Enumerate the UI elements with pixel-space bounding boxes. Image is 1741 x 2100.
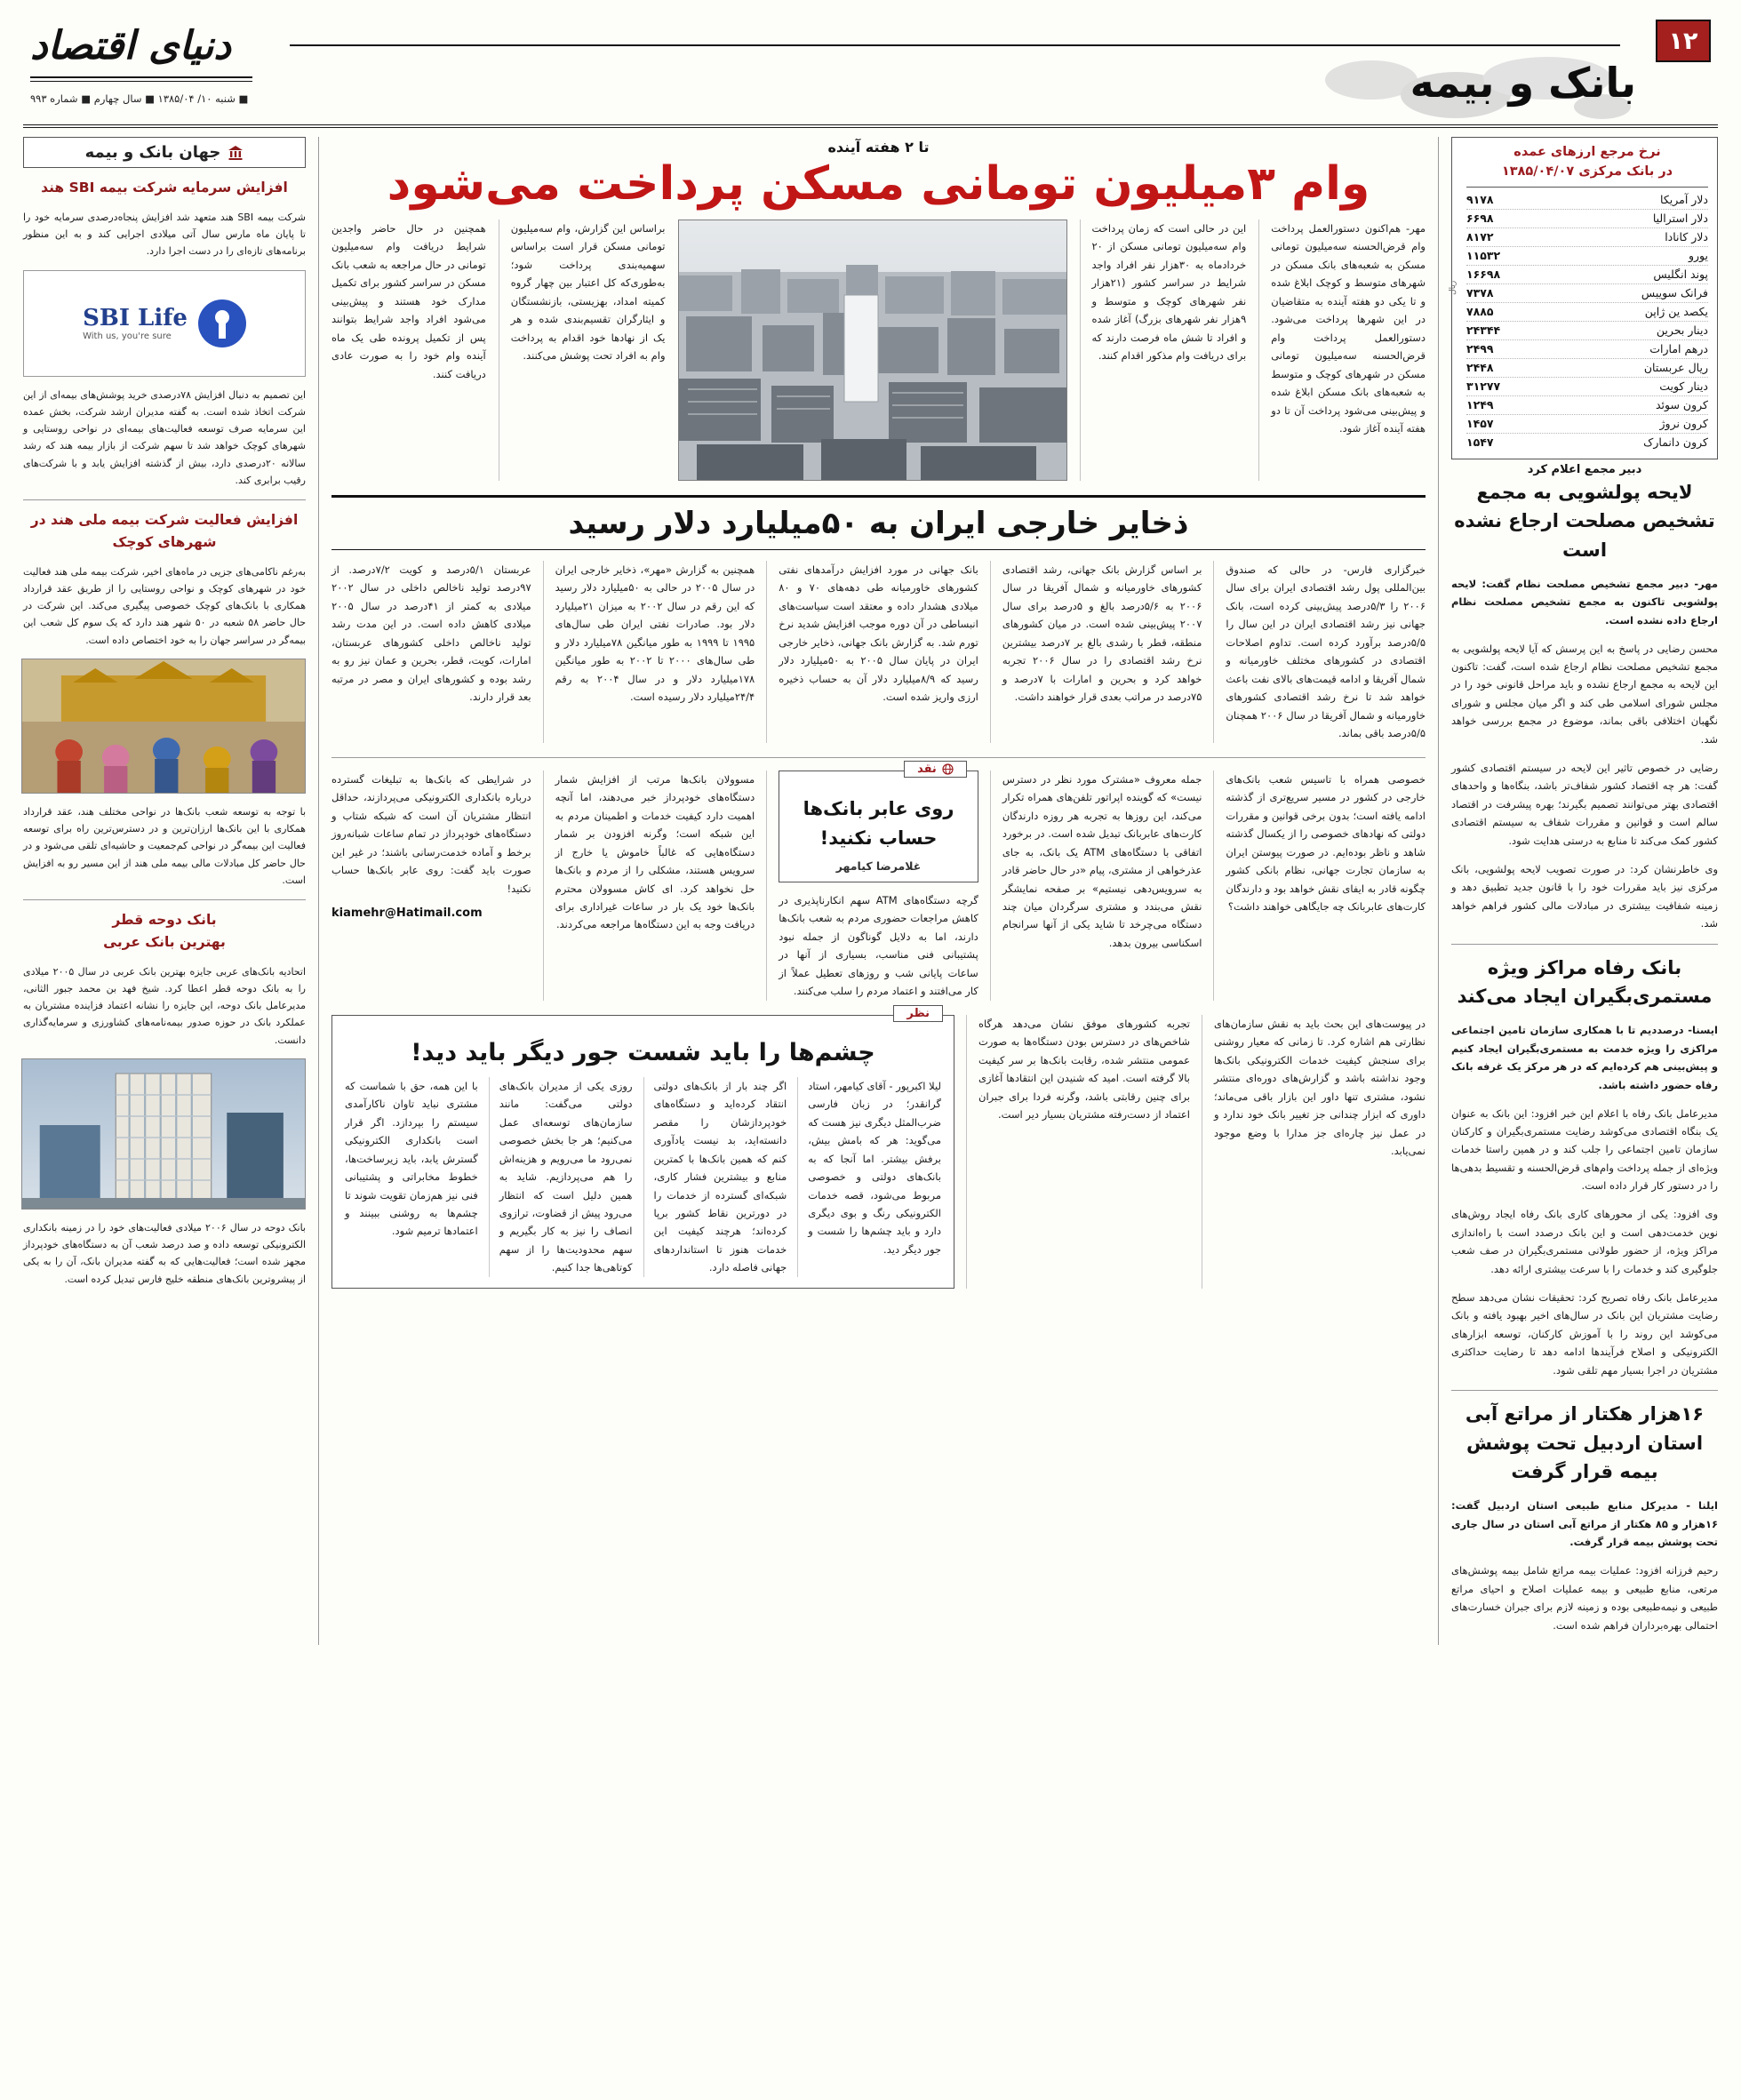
sbi-logo-text — [83, 305, 188, 341]
rate-row — [1466, 359, 1708, 378]
section-title: بانک و بیمه — [1410, 59, 1636, 107]
story-title-line2: بهترین بانک عربی — [103, 933, 226, 950]
rates-unit-label: ریال — [1449, 281, 1457, 296]
article-paragraph: رضایی در خصوص تاثیر این لایحه در سیستم اقتصادی کشور گفت: هر چه اقتصاد کشور شفاف‌تر باشد، بنگاه‌ها و واحدهای اقتصادی بهتر می‌توانند تصمیم بگیرند؛ بهره پیشرفت در اقتصاد سالم است و قوانین و مقررات شفاف به سیستم اقتصادی کشور کمک می‌کند تا منابع به درستی هدایت شود. — [1451, 761, 1718, 847]
rate-name: کرون دانمارک — [1643, 435, 1708, 449]
page-header — [23, 0, 1718, 128]
date-line: ■ شنبه ۱۰/ ۱۳۸۵/۰۴ ■ سال چهارم ■ شماره ۹۹۳ — [30, 92, 249, 105]
rate-value: ۱۶۶۹۸ — [1466, 267, 1501, 281]
rate-value: ۲۴۴۸ — [1466, 361, 1494, 374]
reserves-headline: ذخایر خارجی ایران به ۵۰میلیارد دلار رسید — [331, 495, 1426, 550]
rate-value: ۱۵۴۷ — [1466, 435, 1494, 449]
bottom-row — [331, 1006, 1426, 1289]
rate-name: کرون نروژ — [1659, 417, 1708, 430]
article-paragraph: وی افزود: یکی از محورهای کاری بانک رفاه ایجاد روش‌های نوین خدمت‌دهی است و این بانک درصدد است با راه‌اندازی مراکز ویژه، از حضور طولانی مستمری‌بگیران در صف شعب جلوگیری کند و خدمات را با سرعت بیشتری ارائه دهد. — [1451, 1208, 1718, 1275]
article-headline: بانک رفاه مراکز ویژه مستمری‌بگیران ایجاد می‌کند — [1457, 956, 1713, 1008]
rate-row — [1466, 228, 1708, 247]
rate-name: درهم امارات — [1649, 342, 1708, 355]
city-photo — [678, 220, 1067, 481]
right-rail — [1438, 137, 1718, 1645]
rate-row — [1466, 340, 1708, 359]
main-story-columns — [331, 220, 1426, 481]
rate-value: ۶۶۹۸ — [1466, 212, 1494, 225]
rate-row — [1466, 303, 1708, 322]
rate-row — [1466, 378, 1708, 396]
rates-title-line2: در بانک مرکزی ۱۳۸۵/۰۴/۰۷ — [1501, 164, 1673, 179]
article-headline: ۱۶هزار هکتار از مراتع آبی استان اردبیل تحت پوشش بیمه قرار گرفت — [1465, 1403, 1705, 1483]
main-area — [319, 137, 1438, 1645]
nazar-headline: چشم‌ها را باید شست جور دیگر باید دید! — [411, 1038, 875, 1066]
rate-name: ریال عربستان — [1643, 361, 1708, 374]
opinion-columns — [331, 762, 1426, 1001]
article-lead: مهر- دبیر مجمع تشخیص مصلحت نظام گفت: لایحه پولشویی تاکنون به مجمع تشخیص مصلحت نظام ارجاع داده نشده است. — [1451, 577, 1718, 627]
story-title-line1: بانک دوحه قطر — [112, 912, 217, 929]
article-column: اگر چند بار از بانک‌های دولتی انتقاد کرده‌اید و دستگاه‌های خودپردازشان را مقصر دانسته‌اید، بد نیست یادآوری کنم که همین بانک‌ها با کمترین منابع و بیشترین فشار کاری، شبکه‌ای گسترده از خدمات را در دورترین نقاط کشور برپا کرده‌اند؛ هرچند کیفیت این خدمات هنوز تا استانداردهای جهانی فاصله دارد. — [643, 1077, 787, 1277]
article-column: براساس این گزارش، وام سه‌میلیون تومانی مسکن قرار است براساس سهمیه‌بندی پرداخت شود؛ به‌طوری‌که کل اعتبار بین چهار گروه کمیته امداد، بهزیستی، بازنشستگان و ایثارگران تقسیم‌بندی شده و هر یک از نهادها خود اقدام به پرداخت وام به افراد تحت پوشش می‌کنند. — [499, 220, 666, 481]
article-column: در پیوست‌های این بحث باید به نقش سازمان‌های نظارتی هم اشاره کرد. تا زمانی که معیار روشنی برای سنجش کیفیت خدمات الکترونیکی بانک‌ها وجود نداشته باشد و گزارش‌های دوره‌ای منتشر نشود، مشتری تنها داور این بازار باقی می‌ماند؛ داوری که ابزار چندانی جز تغییر بانک خود ندارد و در عمل نیز چاره‌ای جز مدارا با وضع موجود نمی‌یابد. — [1202, 1015, 1426, 1289]
world-section-header — [23, 137, 306, 168]
rate-row — [1466, 322, 1708, 340]
naqd-box — [779, 762, 978, 882]
article-column: مسوولان بانک‌ها مرتب از افزایش شمار دستگاه‌های خودپرداز خبر می‌دهند، اما آنچه اهمیت دارد کیفیت خدمات و اطمینان مردم به این شبکه است؛ وگرنه افزودن بر شمار دستگاه‌هایی که غالباً خاموش یا خارج از سرویس هستند، مشکلی را از مردم و بانک‌ها حل نخواهد کرد. ای کاش مسوولان محترم بانک‌ها خود یک بار در ساعات غیراداری برای دریافت وجه به این دستگاه‌ها مراجعه می‌کردند. — [543, 771, 755, 1001]
rate-value: ۱۲۴۹ — [1466, 398, 1494, 411]
main-headline: وام ۳میلیون تومانی مسکن پرداخت می‌شود — [387, 157, 1370, 211]
sbi-keyhole-icon — [198, 299, 246, 347]
article-paragraph: مدیرعامل بانک رفاه تصریح کرد: تحقیقات نشان می‌دهد سطح رضایت مشتریان این بانک در سال‌های اخیر بهبود یافته و بانک می‌کوشد این روند را با آموزش کارکنان، توسعه ابزارهای الکترونیکی و اصلاح فرآیندها ادامه دهد تا رضایت حداکثری مشتریان در اجرا بسیار مهم تلقی شود. — [1451, 1290, 1718, 1377]
reserves-story — [331, 495, 1426, 743]
article-column — [331, 771, 531, 1001]
world-story-india — [23, 509, 306, 889]
rate-name: دینار بحرین — [1656, 323, 1708, 337]
story-title: افزایش سرمایه شرکت بیمه SBI هند — [41, 180, 288, 196]
rates-title-line1: نرخ مرجع ارزهای عمده — [1513, 145, 1661, 159]
rate-value: ۱۴۵۷ — [1466, 417, 1494, 430]
story-body: بانک دوحه در سال ۲۰۰۶ میلادی فعالیت‌های خود را در زمینه بانکداری الکترونیکی توسعه داده و صد درصد شعب آن به دستگاه‌های خودپرداز مجهز شده است؛ فعالیت‌هایی که به گفته مدیران بانک، آن را به یکی از پیشروترین بانک‌های منطقه خلیج فارس تبدیل کرده است. — [23, 1221, 306, 1285]
bank-icon — [228, 145, 244, 161]
article-column: خصوصی همراه با تاسیس شعب بانک‌های خارجی در کشور در مسیر سریع‌تری از گذشته ادامه یافته است؛ بدون برخی قوانین و مقررات دولتی که نهادهای خصوصی را از یکسال گذشته شاهد و ناظر بوده‌ایم. در صورت پیوستن ایران به سازمان تجارت جهانی، نظام بانکی کشور چگونه قادر به ایفای نقش خواهد بود و دارندگان کارت‌های عابربانک چه جایگاهی خواهند داشت؟ — [1213, 771, 1426, 1001]
doha-bank-photo — [21, 1058, 306, 1210]
naqd-tab — [904, 761, 967, 778]
left-rail — [23, 137, 319, 1645]
globe-icon — [942, 763, 954, 775]
world-section-title: جهان بانک و بیمه — [84, 143, 221, 162]
rate-row — [1466, 191, 1708, 210]
article-column: بر اساس گزارش بانک جهانی، رشد اقتصادی کشورهای خاورمیانه و شمال آفریقا در سال ۲۰۰۶ به ۵/۶درصد بالغ و ۵درصد برای سال ۲۰۰۷ پیش‌بینی شده است. در میان کشورهای منطقه، قطر با رشدی بالغ بر ۷درصد بیشترین نرخ رشد اقتصادی را در سال ۲۰۰۶ تجربه خواهد کرد و بحرین و امارات با ۷درصد و ۷۵درصد در مراتب بعدی قرار خواهند داشت. — [990, 561, 1202, 743]
world-story-doha — [23, 909, 306, 1288]
story-body: شرکت بیمه SBI هند متعهد شد افزایش پنجاه‌درصدی سرمایه خود را تا پایان ماه مارس سال آتی میلادی اجرایی کند و به این منظور برنامه‌های تازه‌ای را در دست اجرا دارد. — [23, 211, 306, 258]
article-lead: ایسنا- درصددیم تا با همکاری سازمان تامین اجتماعی مراکزی را ویژه خدمت به مستمری‌بگیران ایجاد کنیم و پیش‌بینی هم کرده‌ایم که در هر مرکز یک غرفه بانک رفاه حضور داشته باشد. — [1451, 1024, 1718, 1091]
article-kicker: دبیر مجمع اعلام کرد — [1527, 462, 1642, 476]
main-story — [331, 139, 1426, 481]
nazar-box — [331, 1006, 954, 1289]
author-email: kiamehr@Hatimail.com — [331, 906, 483, 920]
article-ardabil — [1451, 1400, 1718, 1634]
article-column: این در حالی است که زمان پرداخت وام سه‌میلیون تومانی مسکن از ۲۰ خردادماه به ۳۰هزار نفر افراد واجد شرایط در سراسر کشور (۲۱هزار نفر شهرهای کوچک و متوسط و ۹هزار نفر شهرهای بزرگ) آغاز شده و افراد تا شش ماه فرصت دارند که برای دریافت وام مذکور اقدام کنند. — [1080, 220, 1247, 481]
rate-name: دلار استرالیا — [1652, 212, 1708, 225]
rate-value: ۸۱۷۲ — [1466, 230, 1494, 244]
rate-row — [1466, 396, 1708, 415]
story-body: این تصمیم به دنبال افزایش ۷۸درصدی خرید پوشش‌های بیمه‌ای از این شرکت اتخاذ شده است. به گفته مدیران ارشد شرکت، بخش عمده این سرمایه صرف توسعه فعالیت‌های بیمه‌ای در نواحی روستایی و شهرهای کوچک خواهد شد تا سهم شرکت از بازار بیمه هند که رشد سالانه ۲۰درصدی دارد، بیش از گذشته افزایش یابد و با شرکت‌های رقیب برابری کند. — [23, 388, 306, 486]
article-column — [766, 762, 978, 1001]
opinion-byline: غلامرضا کیامهر — [835, 858, 922, 873]
naqd-tab-label: نقد — [917, 762, 937, 776]
rate-name: دلار آمریکا — [1660, 193, 1708, 206]
main-kicker: تا ۲ هفته آینده — [827, 139, 930, 156]
article-column: عربستان ۵/۱درصد و کویت ۷/۲درصد. از ۹۷درصد تولید ناخالص داخلی در سال ۲۰۰۲ میلادی به کمتر از ۴۱درصد در سال ۲۰۰۵ میلادی کاهش داده است. در این مدت رشد تولید ناخالص داخلی کشورهای عربستان، امارات، کویت، قطر، بحرین و عمان نیز رو به رشد بوده و کشورهای ایران و مصر در مرتبه بعد قرار دارند. — [331, 563, 531, 704]
rate-row — [1466, 434, 1708, 451]
article-column: لیلا اکبرپور - آقای کیامهر، استاد گرانقدر؛ در زبان فارسی ضرب‌المثل دیگری نیز هست که می‌گوید: هر که بامش بیش، برفش بیشتر. اما آنجا که به بانک‌های دولتی و خصوصی مربوط می‌شود، قصه خدمات الکترونیکی رنگ و بوی دیگری دارد و باید چشم‌ها را شست و جور دیگر دید. — [797, 1077, 941, 1277]
article-column: تجربه کشورهای موفق نشان می‌دهد هرگاه شاخص‌های در دسترس بودن دستگاه‌ها به صورت عمومی منتشر شده، رقابت بانک‌ها بر سر کیفیت بالا گرفته است. امید که شنیدن این انتقادها آغازی برای چنین رقابتی باشد، وگرنه فردا برای جبران اعتماد از دست‌رفته مشتریان بسیار دیر است. — [966, 1015, 1190, 1289]
rate-name: پوند انگلیس — [1653, 267, 1708, 281]
article-column: مهر- هم‌اکنون دستورالعمل پرداخت وام قرض‌الحسنه سه‌میلیون تومانی مسکن به شعبه‌های بانک مسکن در شهرهای متوسط و کوچک ابلاغ شده و تا یکی دو هفته آینده به متقاضیان در این شهرها پرداخت می‌شود. دستورالعمل پرداخت وام قرض‌الحسنه سه‌میلیون تومانی مسکن در شهرهای کوچک و متوسط به شعبه‌های بانک مسکن ابلاغ شده و پیش‌بینی می‌شود پرداخت آن تا دو هفته آینده آغاز شود. — [1258, 220, 1426, 481]
article-paragraph: محسن رضایی در پاسخ به این پرسش که آیا لایحه پولشویی به مجمع تشخیص مصلحت نظام ارجاع شده است، گفت: تاکنون این لایحه به مجمع ارجاع نشده و باید مراحل قانونی خود را در مجلس شورای اسلامی طی کند و اگر میان مجلس و شورای نگهبان اختلافی باقی بماند، موضوع در مجمع بررسی خواهد شد. — [1451, 642, 1718, 746]
story-body: اتحادیه بانک‌های عربی جایزه بهترین بانک عربی در سال ۲۰۰۵ میلادی را به بانک دوحه قطر اعطا کرد. شیخ فهد بن محمد جبور الثانی، مدیرعامل بانک دوحه، این جایزه را نشانه اعتماد فزاینده مشتریان به عملکرد بانک در حوزه صدور بیمه‌نامه‌های کشاورزی و سرمایه‌گذاری دانست. — [23, 965, 307, 1046]
rate-name: دینار کویت — [1659, 379, 1708, 393]
rate-row — [1466, 266, 1708, 284]
page-number: ۱۲ — [1656, 20, 1711, 62]
article-column: جمله معروف «مشترک مورد نظر در دسترس نیست» که گوینده اپراتور تلفن‌های همراه تکرار می‌کند، این روزها به تجربه هر روزه دارندگان کارت‌های عابربانک تبدیل شده است. در برخورد اتفاقی با دستگاه‌های ATM یک بانک، به جای عذرخواهی از مشتری، پیام «در حال حاضر قادر به سرویس‌دهی نیستیم» بر صفحه نمایشگر نقش می‌بندد و مشتری سرگردان میان چند دستگاه می‌چرخد تا شاید یکی از آنها سرانجام اسکناسی بیرون بدهد. — [990, 771, 1202, 1001]
article-paragraph: رحیم فرزانه افزود: عملیات بیمه مراتع شامل بیمه پوشش‌های مرتعی، منابع طبیعی و بیمه عملیات اصلاح و احیای مراتع طبیعی و نیمه‌طبیعی بوده و زمینه لازم برای جبران خسارت‌های احتمالی بهره‌برداران فراهم شده است. — [1451, 1564, 1718, 1632]
rate-name: کرون سوئد — [1655, 398, 1708, 411]
opinion-headline: روی عابر بانک‌ها حساب نکنید! — [803, 797, 954, 850]
rate-value: ۳۱۲۷۷ — [1466, 379, 1501, 393]
logo-rule-2 — [30, 81, 252, 82]
logo-rule — [30, 76, 252, 78]
rate-row — [1466, 210, 1708, 228]
article-headline: لایحه پولشویی به مجمع تشخیص مصلحت ارجاع نشده است — [1454, 481, 1715, 561]
story-body: با توجه به توسعه شعب بانک‌ها در نواحی مختلف هند، عقد قرارداد همکاری با این بانک‌ها ارزان‌ترین و در دسترس‌ترین راه برای توسعه فعالیت این بیمه‌گر در نواحی کم‌جمعیت و حاشیه‌ای تلقی می‌شود و در حال حاضر کل مبادلات مالی بیمه ملی هند از این مسیر رو به افزایش است. — [23, 805, 306, 886]
article-column: خبرگزاری فارس- در حالی که صندوق بین‌المللی پول رشد اقتصادی ایران برای سال ۲۰۰۶ را ۵/۳درصد پیش‌بینی کرده است، بانک جهانی نیز رشد اقتصادی ایران در این سال را ۵/۵درصد برآورد کرده است. تداوم اصلاحات اقتصادی در کشورهای مختلف خاورمیانه و شمال آفریقا و ادامه قیمت‌های بالای نفت باعث خواهد شد تا نرخ رشد اقتصادی کشورهای خاورمیانه و شمال آفریقا در سال ۲۰۰۶ همچنان ۵/۵درصد باقی بماند. — [1213, 561, 1426, 743]
city-photo-graphic — [679, 220, 1066, 480]
rate-row — [1466, 284, 1708, 303]
story-title — [23, 909, 306, 954]
rate-value: ۱۱۵۳۲ — [1466, 249, 1501, 262]
content-grid — [0, 128, 1741, 1645]
article-column: همچنین به گزارش «مهر»، ذخایر خارجی ایران در سال ۲۰۰۵ در حالی به ۵۰میلیارد دلار رسید که این رقم در سال ۲۰۰۲ به میزان ۲۱میلیارد دلار بود. صادرات نفتی ایران طی سال‌های ۱۹۹۵ تا ۱۹۹۹ به طور میانگین ۷۸میلیارد دلار و طی سال‌های ۲۰۰۰ تا ۲۰۰۲ به طور میانگین ۱۷۸میلیارد دلار و در سال ۲۰۰۴ به رقم ۲۴/۴میلیارد دلار رسیده است. — [543, 561, 755, 743]
article-paragraph: مدیرعامل بانک رفاه با اعلام این خبر افزود: این بانک به عنوان یک بنگاه اقتصادی می‌کوشد رضایت مستمری‌بگیران و کارکنان سازمان تامین اجتماعی را جلب کند و در همین راستا خدمات ویژه‌ای از جمله پرداخت وام‌های قرض‌الحسنه و تقسیط بدهی‌ها را در دستور کار قرار داده است. — [1451, 1106, 1718, 1193]
rate-value: ۷۸۸۵ — [1466, 305, 1494, 318]
temple-photo — [21, 659, 306, 794]
reserves-columns — [331, 561, 1426, 743]
rate-value: ۷۳۷۸ — [1466, 286, 1494, 299]
rate-value: ۹۱۷۸ — [1466, 193, 1494, 206]
article-column: بانک جهانی در مورد افزایش درآمدهای نفتی کشورهای خاورمیانه طی دهه‌های ۷۰ و ۸۰ میلادی هشدار داده و معتقد است سیاست‌های انبساطی در آن دوره موجب افزایش شدید نرخ تورم شد. به گزارش بانک جهانی، ذخایر خارجی ایران در پایان سال ۲۰۰۵ به ۵۰میلیارد دلار رسید که ۸/۹میلیارد دلار آن به حساب ذخیره ارزی واریز شده است. — [766, 561, 978, 743]
sbi-logo — [23, 270, 306, 377]
rate-name: یورو — [1688, 249, 1708, 262]
rail-divider — [23, 499, 306, 500]
rail-divider — [1451, 1390, 1718, 1391]
rail-divider — [23, 899, 306, 900]
opinion-story — [331, 757, 1426, 1001]
sbi-tagline: With us, you're sure — [83, 331, 172, 342]
rate-value: ۲۴۳۴۴ — [1466, 323, 1501, 337]
sbi-name: SBI Life — [83, 305, 188, 332]
article-lead: ایلنا - مدیرکل منابع طبیعی استان اردبیل گفت: ۱۶هزار و ۸۵ هکتار از مراتع آبی استان در سال جاری تحت پوشش بیمه قرار گرفت. — [1451, 1499, 1718, 1549]
article-column: روزی یکی از مدیران بانک‌های دولتی می‌گفت: مانند سازمان‌های توسعه‌ای عمل می‌کنیم؛ هر جا بخش خصوصی نمی‌رود ما می‌رویم و هزینه‌اش را هم می‌پردازیم. شاید به همین دلیل است که انتظار می‌رود پیش از قضاوت، ترازوی انصاف را نیز به کار بگیریم و سهم محدودیت‌ها را از سهم کوتاهی‌ها جدا کنیم. — [489, 1077, 633, 1277]
nazar-tab — [893, 1005, 943, 1022]
story-title: افزایش فعالیت شرکت بیمه ملی هند در شهرهای کوچک — [30, 512, 299, 550]
nazar-columns — [345, 1077, 941, 1277]
story-body: به‌رغم ناکامی‌های جزیی در ماه‌های اخیر، شرکت بیمه ملی هند فعالیت خود در شهرهای کوچک و نواحی روستایی را از طریق عقد قرارداد همکاری با بانک‌های کوچک خصوصی پیگیری می‌کند. این شرکت در حال حاضر ۵۸ شعبه در ۵۰ شهر هند دارد که یک سوم کل شعب این بیمه‌گر در سراسر جهان را به خود اختصاص داده است. — [23, 565, 306, 646]
article-column: با این همه، حق با شماست که مشتری نباید تاوان ناکارآمدی سیستم را بپردازد. اگر قرار است بانکداری الکترونیکی گسترش یابد، باید زیرساخت‌ها، خطوط مخابراتی و پشتیبانی فنی نیز هم‌زمان تقویت شوند تا چشم‌ها به روشنی ببینند و اعتمادها ترمیم شود. — [345, 1079, 478, 1238]
article-column: همچنین در حال حاضر واجدین شرایط دریافت وام سه‌میلیون تومانی در حال مراجعه به شعب بانک مسکن در سراسر کشور برای تکمیل مدارک خود هستند و پیش‌بینی می‌شود افراد واجد شرایط بتوانند پس از تکمیل پرونده طی یک ماه آینده وام خود را به صورت عادی دریافت کنند. — [331, 222, 486, 380]
exchange-rates-table — [1451, 137, 1718, 459]
article-column-text: در شرایطی که بانک‌ها به تبلیغات گسترده درباره بانکداری الکترونیکی می‌پردازند، حداقل انتظار مشتریان آن است که شبکه شتاب و دستگاه‌های خودپرداز در تمام ساعات شبانه‌روز برخط و آماده خدمت‌رسانی باشند؛ در غیر این صورت باید گفت: روی عابر بانک‌ها حساب نکنید! — [331, 772, 531, 895]
rail-divider — [1451, 944, 1718, 945]
article-pulshuyi — [1451, 463, 1718, 933]
article-refah — [1451, 954, 1718, 1380]
article-paragraph: وی خاطرنشان کرد: در صورت تصویب لایحه پولشویی، بانک مرکزی نیز باید مقررات خود را با قانون جدید تطبیق دهد و زمینه شفافیت بیشتری در مبادلات مالی کشور فراهم خواهد شد. — [1451, 862, 1718, 930]
rate-name: فرانک سوییس — [1641, 286, 1708, 299]
rate-row — [1466, 247, 1708, 266]
world-story-sbi — [23, 177, 306, 489]
rate-row — [1466, 415, 1708, 434]
section-header — [1274, 46, 1647, 123]
rate-name: یکصد ین ژاپن — [1644, 305, 1708, 318]
newspaper-logo: دنیای اقتصاد — [30, 23, 231, 68]
rates-title — [1466, 143, 1708, 188]
article-column-text: گرچه دستگاه‌های ATM سهم انکارناپذیری در کاهش مراجعات حضوری مردم به شعب بانک‌ها دارند، اما به دلایل گوناگون از جمله نبود پشتیبانی فنی مناسب، بسیاری از آنها در ساعات پایانی شب و روزهای تعطیل عملاً از کار می‌افتند و اعتماد مردم را سلب می‌کنند. — [779, 893, 978, 998]
rate-value: ۲۴۹۹ — [1466, 342, 1494, 355]
rate-name: دلار کانادا — [1665, 230, 1708, 244]
nazar-tab-label: نظر — [906, 1006, 930, 1020]
